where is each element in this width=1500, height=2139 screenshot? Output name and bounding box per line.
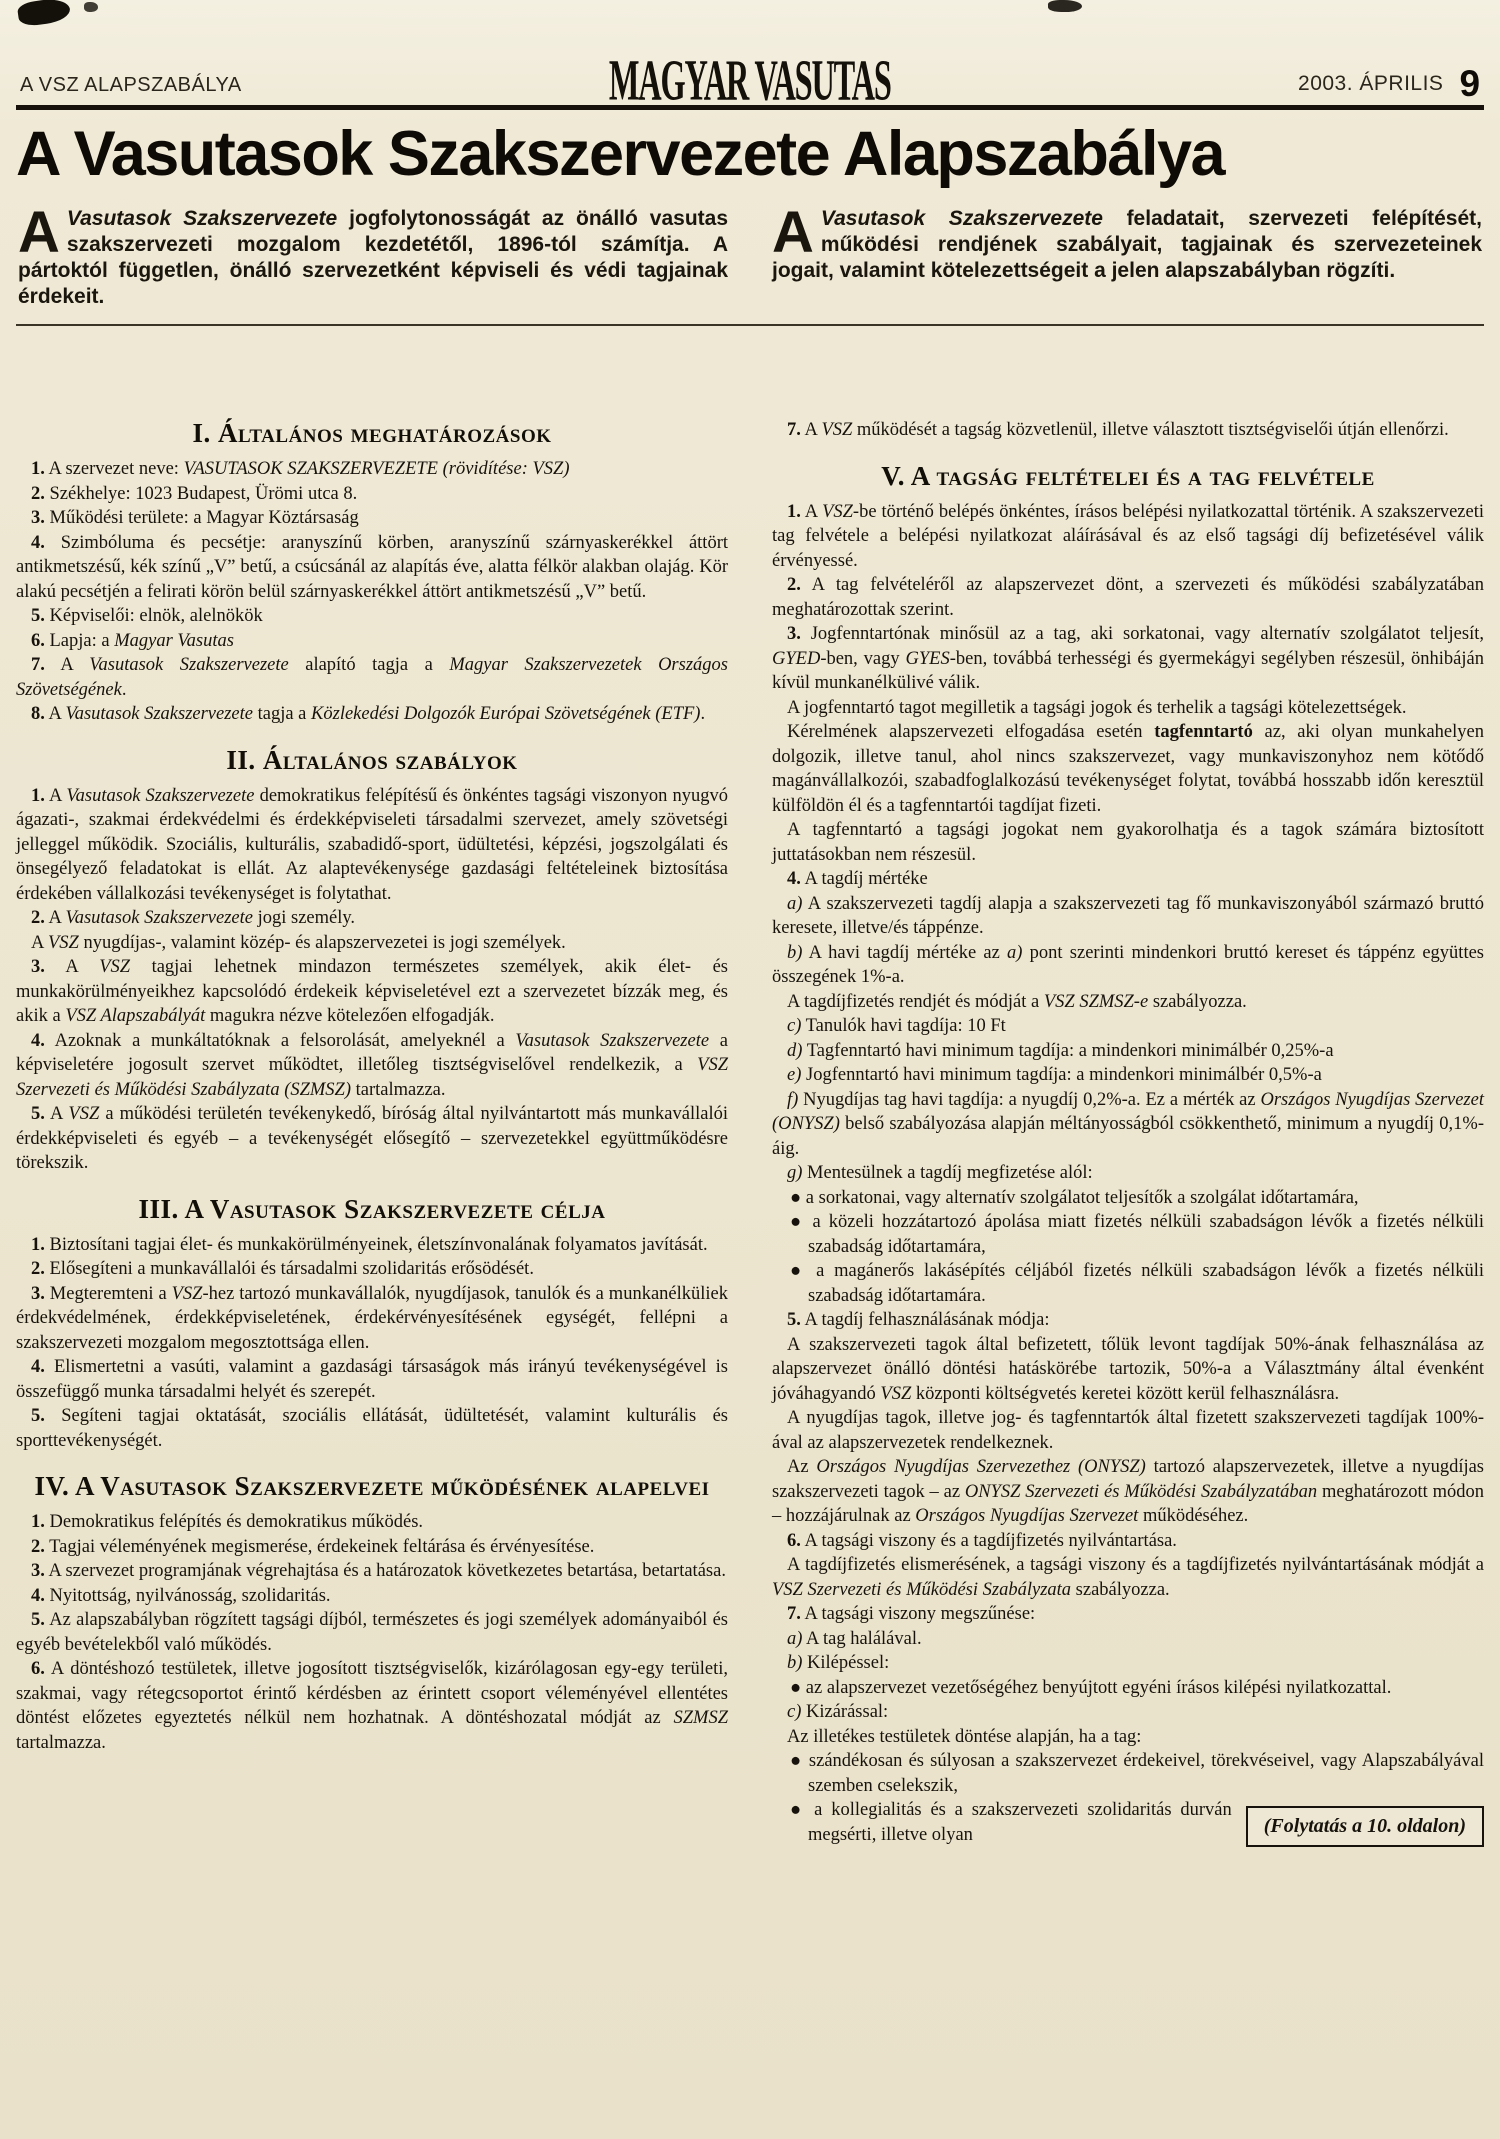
paragraph: 7. A Vasutasok Szakszervezete alapító tagja a Magyar Szakszervezetek Országos Szövetségének. xyxy=(16,655,728,700)
bullet-item: ● a magánerős lakásépítés céljából fizetés nélküli szabadságon lévők a fizetés nélküli szabadság időtartamára. xyxy=(790,1261,1484,1306)
paragraph: A nyugdíjas tagok, illetve jog- és tagfenntartók által fizetett szakszervezeti tagdíjak 100%-ával az alapszervezetek rendelkeznek. xyxy=(772,1408,1484,1453)
paragraph: Kérelmének alapszervezeti elfogadása esetén tagfenntartó az, aki olyan munkahelyen dolgozik, illetve tanul, ahol nincs szakszervezet, vagy munkaviszonyhoz nem kötődő magánvállalkozói, szabadfoglalkozású tevékenységet folytat, továbbá hosszabb időn keresztül külföldön él és a tagfenntartói tagdíjat fizeti. xyxy=(772,722,1484,816)
intro-right xyxy=(772,200,1482,310)
paragraph: Az Országos Nyugdíjas Szervezethez (ONYSZ) tartozó alapszervezetek, illetve a nyugdíjas szakszervezeti tagok – az ONYSZ Szervezeti és Működési Szabályzatában meghatározott módon – hozzájárulnak az Országos Nyugdíjas Szervezet működéséhez. xyxy=(772,1457,1485,1526)
paragraph: 3. A VSZ tagjai lehetnek mindazon természetes személyek, akik élet- és munkakörülményeikhez kapcsolódó érdekeik képviseletével ezt a szervezetet bízzák meg, és akik a VSZ Alapszabályát magukra nézve kötelezően elfogadják. xyxy=(16,957,728,1026)
paragraph: 4. A tagdíj mértéke xyxy=(787,869,928,889)
paragraph: A szakszervezeti tagok által befizetett, tőlük levont tagdíjak 50%-ának felhasználása az alapszervezet önálló döntési hatáskörébe tartozik, 50%-a a Választmány által évenként jóváhagyandó VSZ központi költségvetés keretei között kerül felhasználásra. xyxy=(772,1334,1484,1404)
bullet-item: ● a sorkatonai, vagy alternatív szolgálatot teljesítők a szolgálat időtartamára, xyxy=(790,1187,1359,1208)
intro-left xyxy=(18,200,728,310)
ink-smudge xyxy=(1048,0,1082,12)
paragraph: A VSZ nyugdíjas-, valamint közép- és alapszervezetei is jogi személyek. xyxy=(31,932,566,953)
paragraph: 4. Szimbóluma és pecsétje: aranyszínű körben, aranyszínű szárnyaskerékkel áttört antikmetszésű, kék színű „V” betű, a csúcsánál az alapítás éve, alatta félkör alakban olajág. Kör alakú pecsétjén a felirati körön belül szárnyaskerékkel áttört antikmetszésű „V” betű. xyxy=(16,532,728,602)
paragraph: 3. Működési területe: a Magyar Köztársaság xyxy=(31,508,359,528)
paragraph: A tagdíjfizetés rendjét és módját a VSZ SZMSZ-e szabályozza. xyxy=(787,991,1247,1012)
paragraph: 6. A tagsági viszony és a tagdíjfizetés nyilvántartása. xyxy=(787,1530,1177,1551)
paragraph: 1. Biztosítani tagjai élet- és munkakörülményeinek, életszínvonalának folyamatos javítását. xyxy=(31,1234,708,1255)
paragraph: 4. Nyitottság, nyilvánosság, szolidaritás. xyxy=(31,1585,331,1606)
paragraph: 4. Azoknak a munkáltatóknak a felsorolását, amelyeknél a Vasutasok Szakszervezete a képviseletére jogosult szervet működtet, illetőleg tisztségviselővel rendelkezik, a VSZ Szervezeti és Működési Szabályzata (SZMSZ) tartalmazza. xyxy=(16,1030,728,1100)
paragraph: g) Mentesülnek a tagdíj megfizetése alól: xyxy=(787,1163,1093,1183)
paragraph: c) Kizárással: xyxy=(787,1702,889,1722)
paragraph: 3. A szervezet programjának végrehajtása és a határozatok következetes betartása, betartatása. xyxy=(31,1561,726,1581)
paragraph: 2. A tag felvételéről az alapszervezet dönt, a szervezeti és működési szabályzatában meghatározottak szerint. xyxy=(772,575,1484,620)
dropcap: A xyxy=(772,200,814,265)
paragraph: 2. Elősegíteni a munkavállalói és társadalmi szolidaritás erősödését. xyxy=(31,1259,534,1279)
page-header xyxy=(16,0,1484,113)
masthead xyxy=(515,47,985,113)
paragraph: Az illetékes testületek döntése alapján, ha a tag: xyxy=(787,1726,1142,1747)
paragraph: 6. A döntéshozó testületek, illetve jogosított tisztségviselők, kizárólagosan egy-egy területi, szakmai, vagy rétegcsoportot érintő kérdésben az érintett csoport véleményével ellentétes döntést előzetes egyeztetés nélkül nem hozhatnak. A döntéshozatal módját az SZMSZ tartalmazza. xyxy=(16,1659,728,1753)
paragraph: 2. A Vasutasok Szakszervezete jogi személy. xyxy=(31,908,356,928)
section-kicker: A VSZ ALAPSZABÁLYA xyxy=(20,74,242,96)
paragraph: b) A havi tagdíj mértéke az a) pont szerinti mindenkori bruttó kereset és táppénz együttes összegének 1%-a. xyxy=(772,942,1484,987)
paragraph: 1. A szervezet neve: VASUTASOK SZAKSZERVEZETE (rövidítése: VSZ) xyxy=(31,459,570,479)
paragraph: 1. Demokratikus felépítés és demokratikus működés. xyxy=(31,1512,424,1532)
intro-text: Vasutasok Szakszervezete jogfolytonosságát az önálló vasutas szakszervezeti mozgalom kezdetétől, 1896-tól számítja. A pártoktól független, önálló szervezetként képviseli és védi tagjainak érdekeit. xyxy=(18,207,728,308)
page-number: 9 xyxy=(1459,63,1481,104)
paragraph: 2. Tagjai véleményének megismerése, érdekeinek feltárása és érvényesítése. xyxy=(31,1536,595,1557)
continuation-notice: (Folytatás a 10. oldalon) xyxy=(1246,1806,1484,1847)
paragraph: 2. Székhelye: 1023 Budapest, Ürömi utca 8. xyxy=(31,483,358,504)
paragraph: 8. A Vasutasok Szakszervezete tagja a Közlekedési Dolgozók Európai Szövetségének (ETF). xyxy=(31,704,706,724)
section-heading: V. A tagság feltételei és a tag felvétele xyxy=(881,460,1375,491)
left-column xyxy=(16,418,728,1849)
paragraph: f) Nyugdíjas tag havi tagdíja: a nyugdíj 0,2%-a. Ez a mérték az Országos Nyugdíjas Szervezet (ONYSZ) belső szabályozása alapján méltányosságból csökkenthető, minimum a nyugdíj 0,1%-áig. xyxy=(772,1089,1484,1159)
intro-text: Vasutasok Szakszervezete feladatait, szervezeti felépítését, működési rendjének szabályait, tagjainak és szervezeteinek jogait, valamint kötelezettségeit a jelen alapszabályban rögzíti. xyxy=(772,207,1482,282)
paragraph: A jogfenntartó tagot megilletik a tagsági jogok és terhelik a tagsági kötelezettségek. xyxy=(787,697,1407,718)
section-heading: I. Általános meghatározások xyxy=(192,418,552,448)
paragraph: 4. Elismertetni a vasúti, valamint a gazdasági társaságok más irányú tevékenységével is összefüggő munka társadalmi helyét és szerepét. xyxy=(16,1357,728,1402)
paragraph: 7. A tagsági viszony megszűnése: xyxy=(787,1604,1036,1624)
ink-smudge xyxy=(84,2,98,12)
bullet-item: ● szándékosan és súlyosan a szakszervezet érdekeivel, törekvéseivel, vagy Alapszabályával szemben cselekszik, xyxy=(790,1751,1484,1796)
paragraph: 3. Megteremteni a VSZ-hez tartozó munkavállalók, nyugdíjasok, tanulók és a munkanélküliek érdekvédelmének, érdekképviseletének, érdekérvényesítésének egységét, fellépni a szakszervezeti mozgalom megosztottsága ellen. xyxy=(16,1283,728,1353)
issue-date: 2003. ÁPRILIS xyxy=(1298,72,1444,95)
dropcap: A xyxy=(18,200,60,265)
paragraph: 5. Segíteni tagjai oktatását, szociális ellátását, üdültetését, valamint kulturális és sporttevékenységét. xyxy=(16,1406,728,1451)
paragraph: 3. Jogfenntartónak minősül az a tag, aki sorkatonai, vagy alternatív szolgálatot teljesít, GYED-ben, vagy GYES-ben, továbbá terhességi és gyermekágyi segélyben részesül, önhibáján kívül munkanélkülivé válik. xyxy=(772,624,1484,693)
paragraph: 5. A tagdíj felhasználásának módja: xyxy=(787,1310,1050,1330)
section-heading: III. A Vasutasok Szakszervezete célja xyxy=(138,1193,606,1224)
paragraph: 6. Lapja: a Magyar Vasutas xyxy=(31,630,234,651)
paragraph: 1. A VSZ-be történő belépés önkéntes, írásos belépési nyilatkozattal történik. A szakszervezeti tag felvétele a belépési nyilatkozat aláírásával és az első tagsági díj befizetésével válik érvényessé. xyxy=(772,501,1484,571)
bullet-item: ● az alapszervezet vezetőségéhez benyújtott egyéni írásos kilépési nyilatkozattal. xyxy=(790,1677,1392,1698)
paragraph: 5. Az alapszabályban rögzített tagsági díjból, természetes és jogi személyek adományaiból és egyéb bevételekből való működés. xyxy=(16,1610,728,1655)
paragraph: a) A szakszervezeti tagdíj alapja a szakszervezeti tag fő munkaviszonyából származó bruttó keresete, illetve/és táppénze. xyxy=(772,893,1484,938)
bullet-item: ● a kollegialitás és a szakszervezeti szolidaritás durván megsérti, illetve olyan xyxy=(790,1800,1232,1845)
section-heading: IV. A Vasutasok Szakszervezete működésének alapelvei xyxy=(34,1471,710,1501)
article-body xyxy=(16,418,1484,1849)
masthead-logo: MAGYAR VASUTAS xyxy=(609,47,891,113)
bullet-item: ● a közeli hozzátartozó ápolása miatt fizetés nélküli szabadságon lévők a fizetés nélküli szabadság időtartamára, xyxy=(790,1212,1484,1257)
paragraph: d) Tagfenntartó havi minimum tagdíja: a mindenkori minimálbér 0,25%-a xyxy=(787,1040,1334,1061)
paragraph: A tagdíjfizetés elismerésének, a tagsági viszony és a tagdíjfizetés nyilvántartásának módját a VSZ Szervezeti és Működési Szabályzata szabályozza. xyxy=(772,1555,1484,1600)
header-meta xyxy=(985,63,1481,104)
paragraph: 1. A Vasutasok Szakszervezete demokratikus felépítésű és önkéntes tagsági viszonyon nyugvó ágazati-, szakmai érdekvédelmi és érdekképviseleti társadalmi szervezet, amely szövetségi jelleggel működik. Szociális, kulturális, szabadidő-sport, üdültetési, képzési, jogszolgálati és önsegélyező feladatokat is ellát. Az alaptevékenysége gazdasági feltételeinek biztosítása érdekében vállalkozási tevékenységet is folytathat. xyxy=(16,785,728,904)
right-column xyxy=(772,418,1484,1849)
section-heading: II. Általános szabályok xyxy=(226,744,518,775)
page-headline: A Vasutasok Szakszervezete Alapszabálya xyxy=(16,119,1225,189)
paragraph: 5. Képviselői: elnök, alelnökök xyxy=(31,606,263,626)
paragraph: A tagfenntartó a tagsági jogokat nem gyakorolhatja és a tagok számára biztosított juttatásokban nem részesül. xyxy=(772,820,1484,865)
intro-section xyxy=(16,196,1484,326)
paragraph: b) Kilépéssel: xyxy=(787,1653,890,1673)
paragraph: 5. A VSZ a működési területén tevékenykedő, bíróság által nyilvántartott más munkavállalói érdekképviseleti és egyéb – a tevékenységét elősegítő – szervezetekkel együttműködésre törekszik. xyxy=(16,1104,728,1173)
paragraph: a) A tag halálával. xyxy=(787,1628,922,1649)
paragraph: e) Jogfenntartó havi minimum tagdíja: a mindenkori minimálbér 0,5%-a xyxy=(787,1065,1322,1085)
paragraph: c) Tanulók havi tagdíja: 10 Ft xyxy=(787,1016,1006,1036)
paragraph: 7. A VSZ működését a tagság közvetlenül, illetve választott tisztségviselői útján ellenőrzi. xyxy=(787,420,1449,440)
